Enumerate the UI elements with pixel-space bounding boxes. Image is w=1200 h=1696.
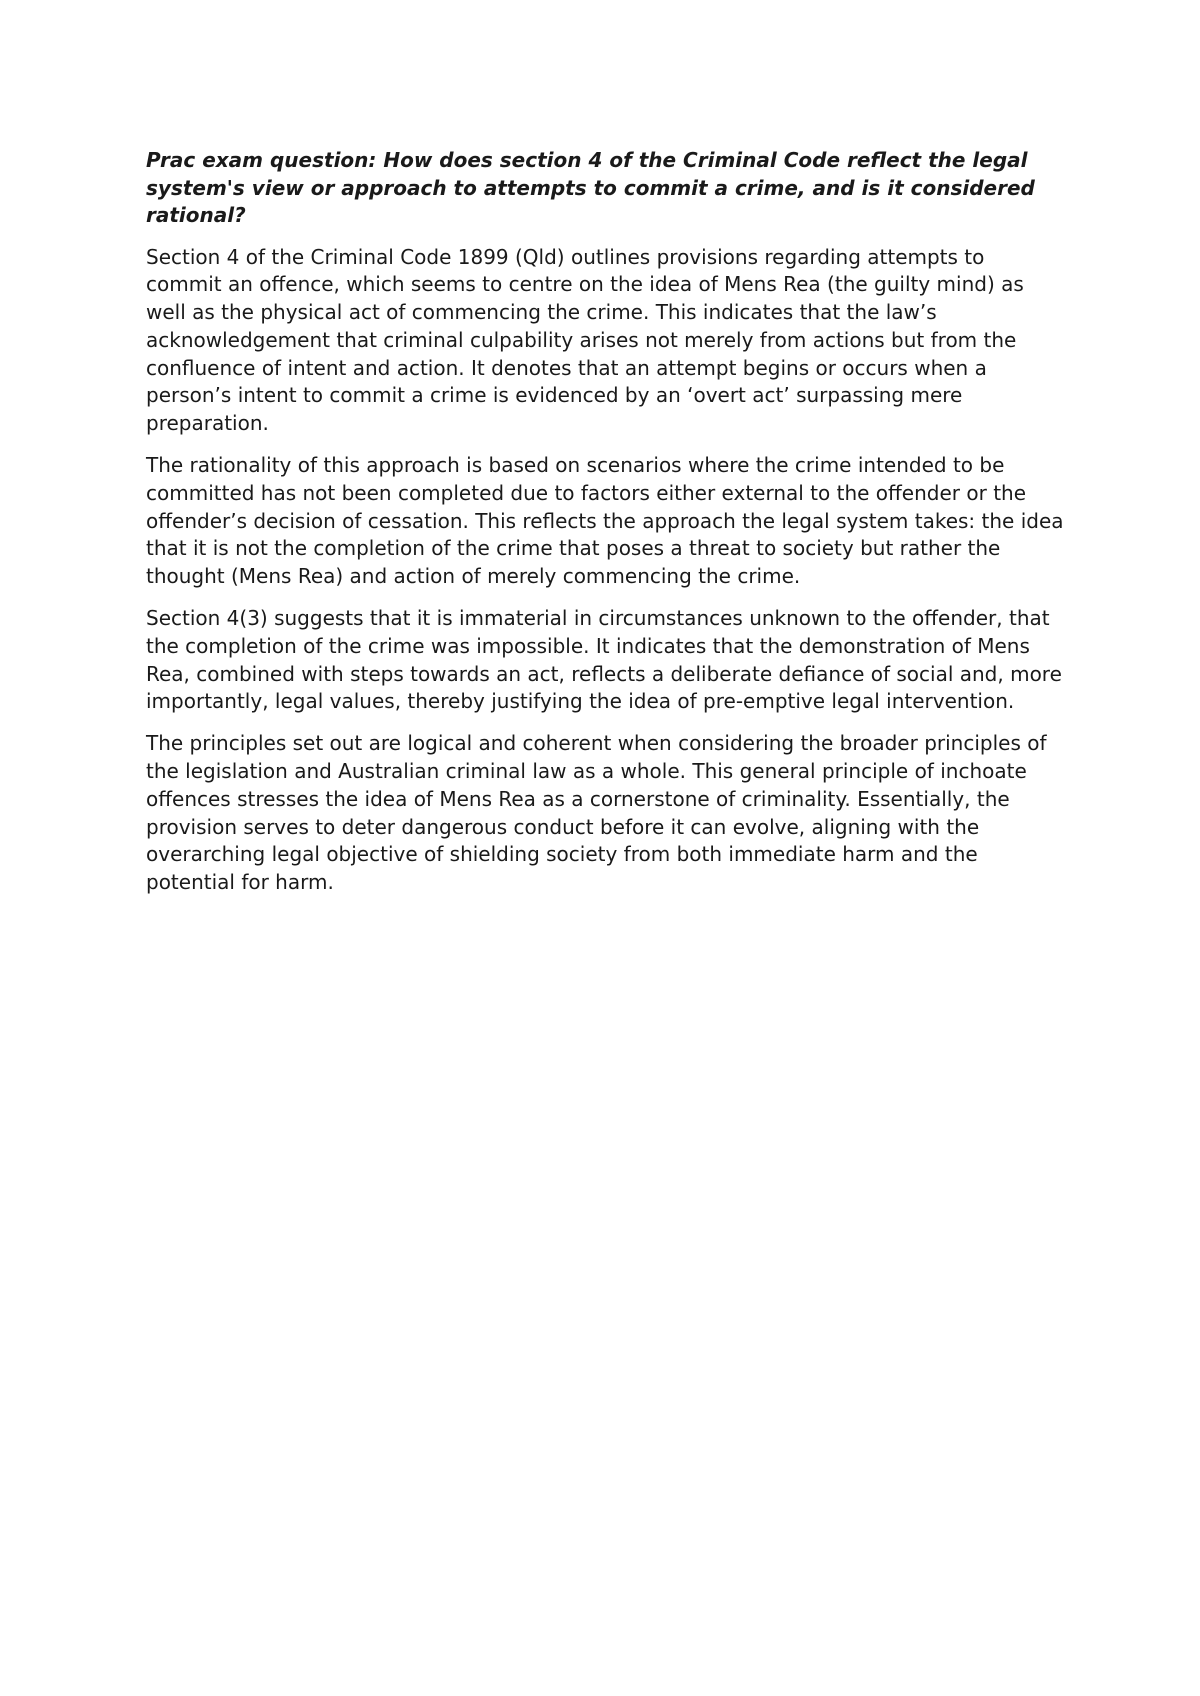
- paragraph-rationality: The rationality of this approach is based on scenarios where the crime intended to be committed has not been completed due to factors either external to the offender or the offender’s decision of cessation. This reflects the approach the legal system takes: the idea that it is not the completion of the crime that poses a threat to society but rather the thought (Mens Rea) and action of merely commencing the crime.: [146, 453, 1064, 589]
- exam-question-heading: Prac exam question: How does section 4 of the Criminal Code reflect the legal system's view or approach to attempts to commit a crime, and is it considered rational?: [146, 148, 1035, 227]
- paragraph-section-4-3: Section 4(3) suggests that it is immaterial in circumstances unknown to the offender, that the completion of the crime was impossible. It indicates that the demonstration of Mens Rea, combined with steps towards an act, reflects a deliberate defiance of social and, more importantly, legal values, thereby justifying the idea of pre-emptive legal intervention.: [146, 606, 1062, 714]
- document-page: [146, 147, 1066, 911]
- paragraph-section-4-overview: Section 4 of the Criminal Code 1899 (Qld) outlines provisions regarding attempts to commit an offence, which seems to centre on the idea of Mens Rea (the guilty mind) as well as the physical act of commencing the crime. This indicates that the law’s acknowledgement that criminal culpability arises not merely from actions but from the confluence of intent and action. It denotes that an attempt begins or occurs when a person’s intent to commit a crime is evidenced by an ‘overt act’ surpassing mere preparation.: [146, 244, 1024, 436]
- paragraph-conclusion: The principles set out are logical and coherent when considering the broader principles of the legislation and Australian criminal law as a whole. This general principle of inchoate offences stresses the idea of Mens Rea as a cornerstone of criminality. Essentially, the provision serves to deter dangerous conduct before it can evolve, aligning with the overarching legal objective of shielding society from both immediate harm and the potential for harm.: [146, 731, 1047, 895]
